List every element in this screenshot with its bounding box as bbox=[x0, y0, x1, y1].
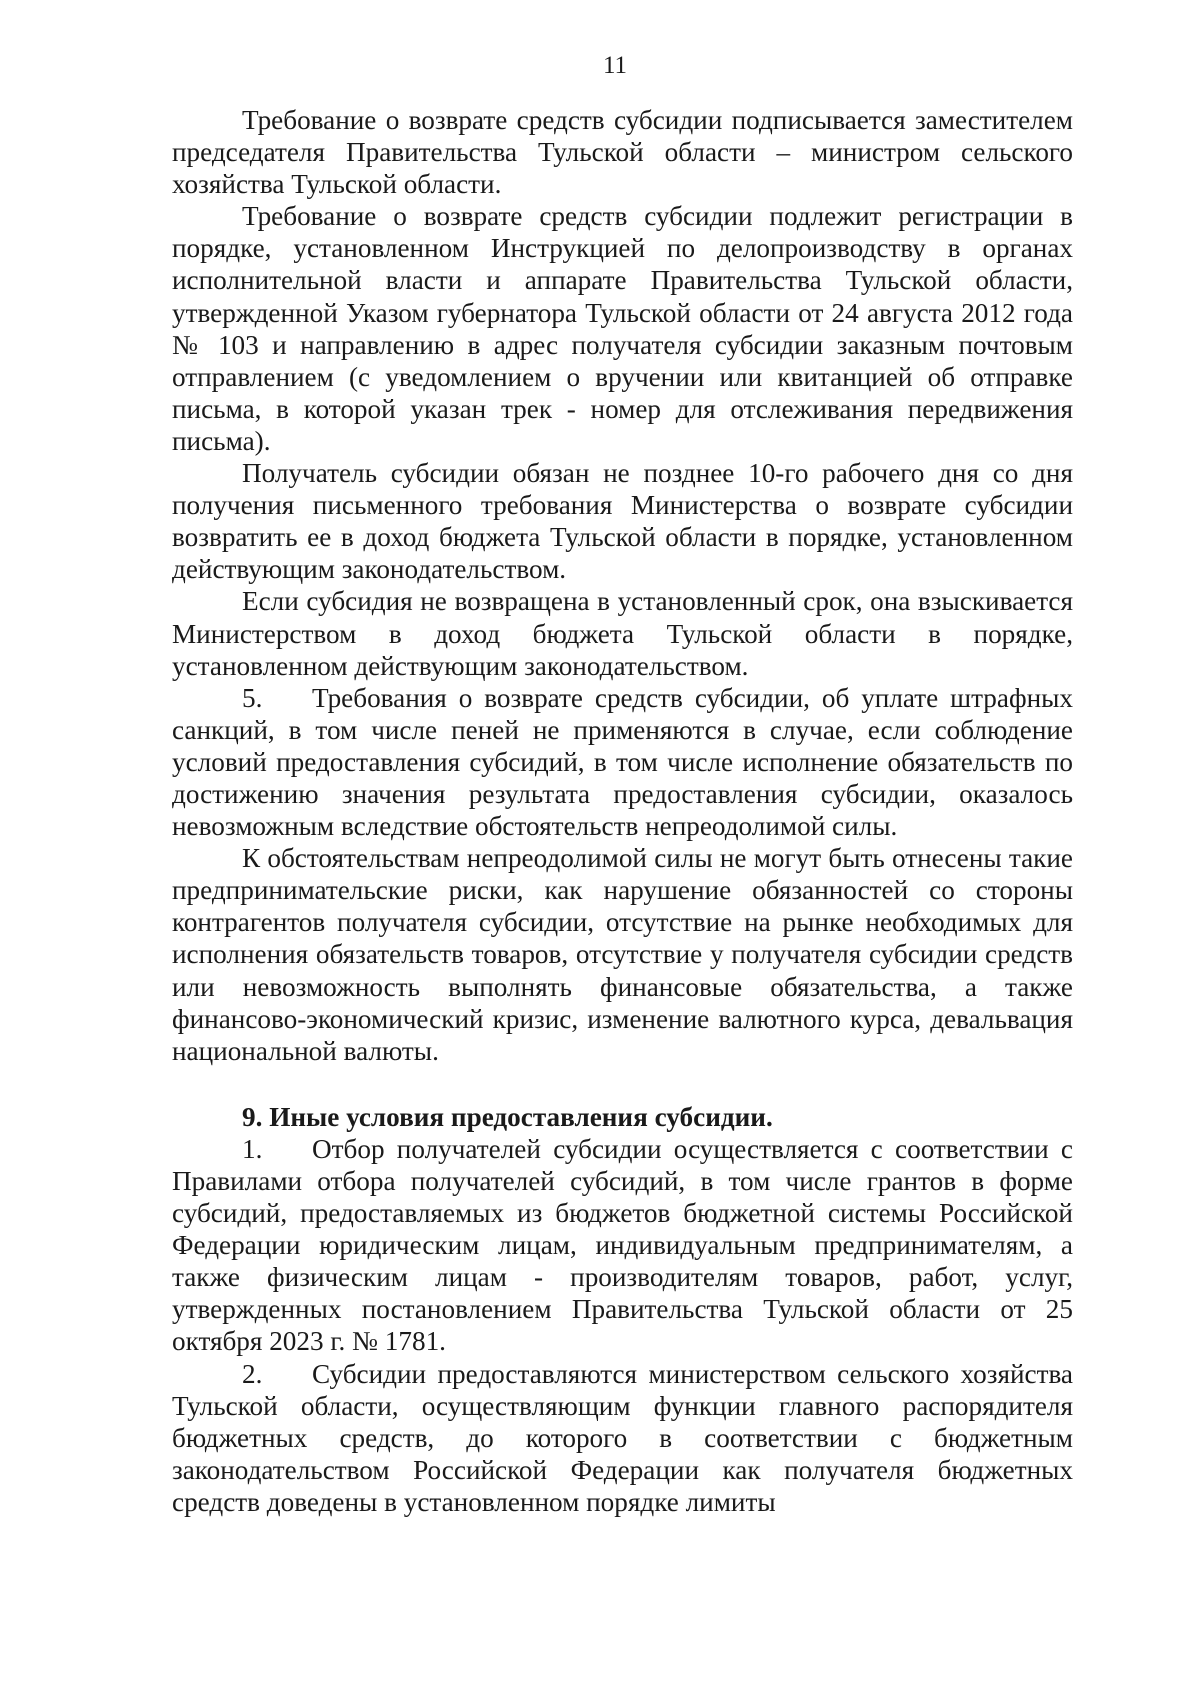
list-item-9-1 bbox=[172, 1133, 1073, 1358]
list-item-text: Субсидии предоставляются министерством сельского хозяйства Тульской области, осуществляющим функции главного распорядителя бюджетных средств, до которого в соответствии с бюджетным законодательством Российской Федерации как получателя бюджетных средств доведены в установленном порядке лимиты bbox=[172, 1358, 1073, 1517]
list-item-number: 5. bbox=[242, 682, 263, 713]
list-item-number: 1. bbox=[242, 1133, 263, 1164]
paragraph-force-majeure: К обстоятельствам непреодолимой силы не могут быть отнесены такие предпринимательские риски, как нарушение обязанностей со стороны контрагентов получателя субсидии, отсутствие на рынке необходимых для исполнения обязательств товаров, отсутствие у получателя субсидии средств или невозможность выполнять финансовые обязательства, а также финансово-экономический кризис, изменение валютного курса, девальвация национальной валюты. bbox=[172, 843, 1073, 1066]
list-item-5 bbox=[172, 682, 1073, 842]
list-item-number: 2. bbox=[242, 1358, 263, 1389]
paragraph-refund-deadline: Получатель субсидии обязан не позднее 10-го рабочего дня со дня получения письменного требования Министерства о возврате субсидии возвратить ее в доход бюджета Тульской области в порядке, установленном действующим законодательством. bbox=[172, 458, 1073, 585]
list-item-9-2 bbox=[172, 1358, 1073, 1518]
list-item-text: Требования о возврате средств субсидии, об уплате штрафных санкций, в том числе пеней не применяются в случае, если соблюдение условий предоставления субсидий, в том числе исполнение обязательств по достижению значения результата предоставления субсидии, оказалось невозможным вследствие обстоятельств непреодолимой силы. bbox=[172, 682, 1073, 842]
paragraph-refund-enforcement: Если субсидия не возвращена в установленный срок, она взыскивается Министерством в доход бюджета Тульской области в порядке, установленном действующим законодательством. bbox=[172, 586, 1073, 681]
document-body bbox=[172, 104, 1073, 1518]
paragraph-refund-registration: Требование о возврате средств субсидии подлежит регистрации в порядке, установленном Инструкцией по делопроизводству в органах исполнительной власти и аппарате Правительства Тульской области, утвержденной Указом губернатора Тульской области от 24 августа 2012 года № 103 и направлению в адрес получателя субсидии заказным почтовым отправлением (с уведомлением о вручении или квитанцией об отправке письма, в которой указан трек - номер для отслеживания передвижения письма). bbox=[172, 201, 1073, 456]
section-heading: 9. Иные условия предоставления субсидии. bbox=[242, 1101, 773, 1132]
paragraph-refund-signature: Требование о возврате средств субсидии подписывается заместителем председателя Правительства Тульской области – министром сельского хозяйства Тульской области. bbox=[172, 105, 1073, 200]
list-item-text: Отбор получателей субсидии осуществляется с соответствии с Правилами отбора получателей субсидий, в том числе грантов в форме субсидий, предоставляемых из бюджетов бюджетной системы Российской Федерации юридическим лицам, индивидуальным предпринимателям, а также физическим лицам - производителям товаров, работ, услуг, утвержденных постановлением Правительства Тульской области от 25 октября 2023 г. № 1781. bbox=[172, 1133, 1073, 1357]
page-number: 11 bbox=[602, 52, 628, 79]
